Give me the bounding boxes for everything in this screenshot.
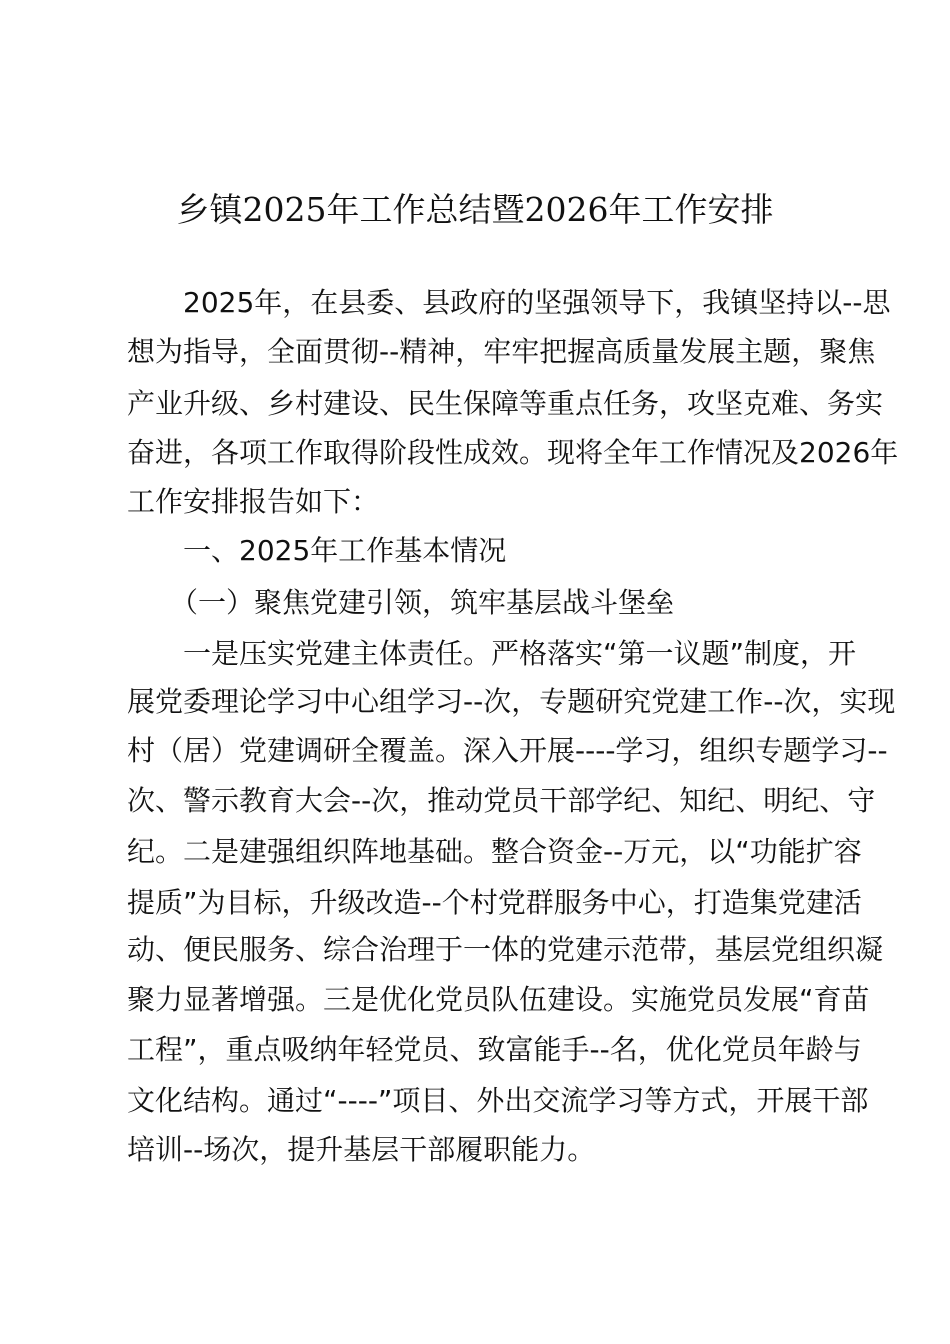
paragraph-line: 工程”，重点吸纳年轻党员、致富能手--名，优化党员年龄与 — [127, 1033, 862, 1066]
subsection-heading: （一）聚焦党建引领，筑牢基层战斗堡垒 — [170, 586, 675, 619]
paragraph-line: 展党委理论学习中心组学习--次，专题研究党建工作--次，实现 — [127, 685, 896, 718]
paragraph-line: 培训--场次，提升基层干部履职能力。 — [127, 1133, 596, 1166]
paragraph-line: 奋进，各项工作取得阶段性成效。现将全年工作情况及2026年 — [127, 436, 899, 469]
paragraph-line: 村（居）党建调研全覆盖。深入开展----学习，组织专题学习-- — [127, 734, 888, 767]
document-title: 乡镇2025年工作总结暨2026年工作安排 — [176, 190, 774, 229]
paragraph-line: 想为指导，全面贯彻--精神，牢牢把握高质量发展主题，聚焦 — [127, 335, 876, 368]
paragraph-line: 次、警示教育大会--次，推动党员干部学纪、知纪、明纪、守 — [127, 784, 876, 817]
paragraph-line: 纪。二是建强组织阵地基础。整合资金--万元，以“功能扩容 — [127, 835, 862, 868]
paragraph-line: 2025年，在县委、县政府的坚强领导下，我镇坚持以--思 — [183, 286, 891, 319]
section-heading: 一、2025年工作基本情况 — [183, 534, 507, 567]
paragraph-line: 动、便民服务、综合治理于一体的党建示范带，基层党组织凝 — [127, 933, 884, 966]
paragraph-line: 聚力显著增强。三是优化党员队伍建设。实施党员发展“育苗 — [127, 983, 870, 1016]
paragraph-line: 一是压实党建主体责任。严格落实“第一议题”制度，开 — [183, 637, 857, 670]
paragraph-line: 文化结构。通过“----”项目、外出交流学习等方式，开展干部 — [127, 1084, 869, 1117]
paragraph-line: 工作安排报告如下： — [127, 485, 380, 518]
paragraph-line: 产业升级、乡村建设、民生保障等重点任务，攻坚克难、务实 — [127, 387, 884, 420]
paragraph-line: 提质”为目标，升级改造--个村党群服务中心，打造集党建活 — [127, 886, 862, 919]
